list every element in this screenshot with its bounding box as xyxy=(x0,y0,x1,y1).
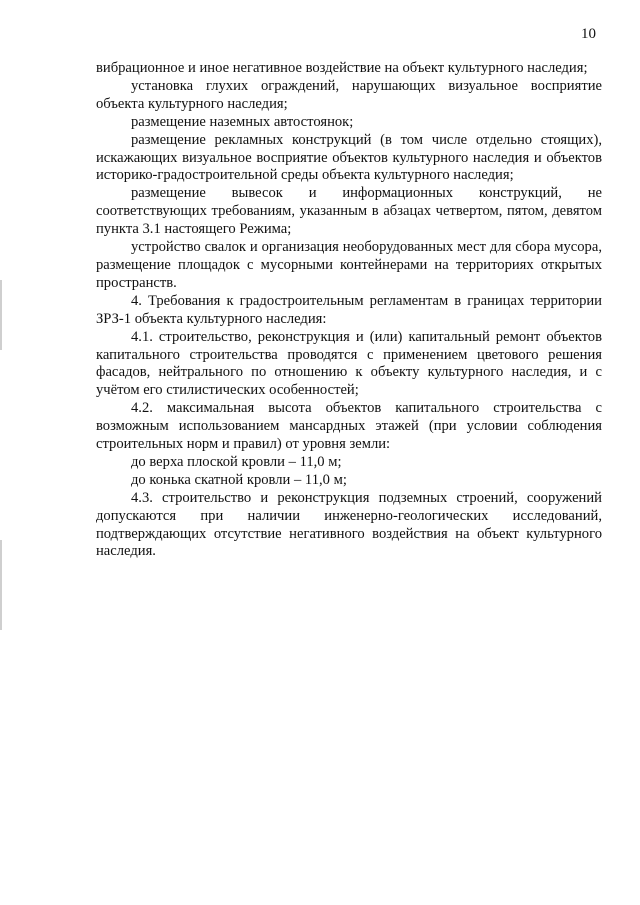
paragraph: размещение вывесок и информационных конструкций, не соответствующих требованиям, указанным в абзацах четвертом, пятом, девятом пункта 3.1 настоящего Режима; xyxy=(96,185,602,238)
section-heading: 4. Требования к градостроительным регламентам в границах территории ЗРЗ-1 объекта культурного наследия: xyxy=(96,292,602,327)
scan-edge-mark xyxy=(0,280,2,350)
paragraph: 4.1. строительство, реконструкция и (или) капитальный ремонт объектов капитального строительства проводятся с применением цветового решения фасадов, нейтрального по отношению к объекту культурного наследия, и с учётом его стилистических особенностей; xyxy=(96,328,602,399)
paragraph: 4.2. максимальная высота объектов капитального строительства с возможным использованием мансардных этажей (при условии соблюдения строительных норм и правил) от уровня земли: xyxy=(96,400,602,453)
paragraph: устройство свалок и организация необорудованных мест для сбора мусора, размещение площадок с мусорными контейнерами на территориях открытых пространств. xyxy=(96,239,602,291)
paragraph: вибрационное и иное негативное воздействие на объект культурного наследия; xyxy=(96,60,588,76)
scan-edge-mark xyxy=(0,540,2,630)
paragraph: установка глухих ограждений, нарушающих визуальное восприятие объекта культурного наследия; xyxy=(96,77,602,112)
document-body xyxy=(96,60,602,561)
list-item: до конька скатной кровли – 11,0 м; xyxy=(131,471,347,488)
paragraph: размещение наземных автостоянок; xyxy=(131,113,354,130)
paragraph: размещение рекламных конструкций (в том числе отдельно стоящих), искажающих визуальное восприятие объектов культурного наследия и объектов историко-градостроительной среды объекта культурного наследия; xyxy=(96,131,602,184)
paragraph: 4.3. строительство и реконструкция подземных строений, сооружений допускаются при наличии инженерно-геологических исследований, подтверждающих отсутствие негативного воздействия на объект культурного наследия. xyxy=(96,489,602,560)
page-number: 10 xyxy=(581,26,596,42)
list-item: до верха плоской кровли – 11,0 м; xyxy=(131,453,342,470)
